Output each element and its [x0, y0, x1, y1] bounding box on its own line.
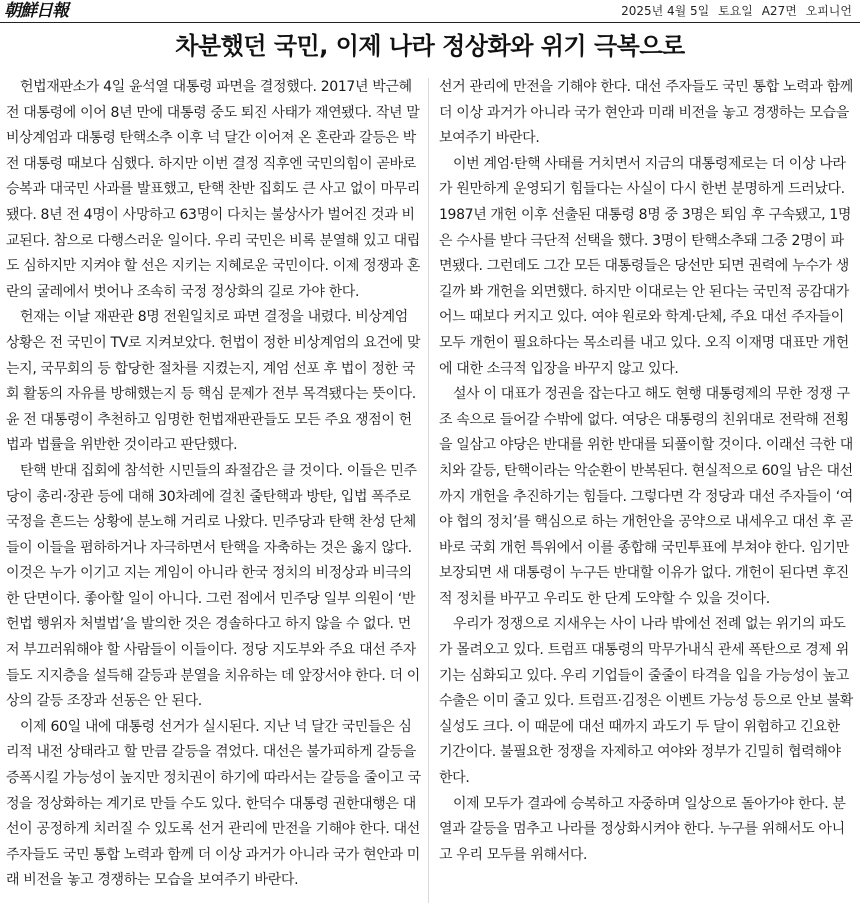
issue-weekday: 토요일: [718, 4, 753, 18]
article-column-left: [6, 75, 421, 889]
newspaper-logo: 朝鮮日報: [4, 1, 68, 21]
article-paragraph: 설사 이 대표가 정권을 잡는다고 해도 현행 대통령제의 무한 정쟁 구조 속으로 들어갈 수밖에 없다. 여당은 대통령의 친위대로 전락해 전횡을 일삼고 야당은 반대를 위한 반대를 되풀이할 것이다. 이래선 극한 대치와 갈등, 탄핵이라는 악순환이 반복된다. 현실적으로 60일 남은 대선까지 개헌을 추진하기는 힘들다. 그렇다면 각 정당과 대선 주자들이 ‘여야 협의 정치’를 핵심으로 하는 개헌안을 공약으로 내세우고 대선 후 곧바로 국회 개헌 특위에서 이를 종합해 국민투표에 부쳐야 한다. 임기만 보장되면 새 대통령이 누구든 반대할 이유가 없다. 개헌이 된다면 후진적 정치를 바꾸고 우리도 한 단계 도약할 수 있을 것이다.: [439, 386, 853, 607]
dateline: [616, 0, 852, 22]
masthead: [0, 0, 860, 23]
page-number: A27면: [761, 4, 797, 18]
article-paragraph: 헌재는 이날 재판관 8명 전원일치로 파면 결정을 내렸다. 비상계엄 상황은 전 국민이 TV로 지켜보았다. 헌법이 정한 비상계엄의 요건에 맞는지, 국무회의 등 합당한 절차를 지켰는지, 계엄 선포 후 법이 정한 국회 활동의 자유를 방해했는지 등 핵심 문제가 전부 목격됐다는 뜻이다. 윤 전 대통령이 추천하고 임명한 헌법재판관들도 모든 주요 쟁점이 헌법과 법률을 위반한 것이라고 판단했다.: [6, 309, 421, 454]
article-paragraph: 이제 60일 내에 대통령 선거가 실시된다. 지난 넉 달간 국민들은 심리적 내전 상태라고 할 만큼 갈등을 겪었다. 대선은 불가피하게 갈등을 증폭시킬 가능성이 높지만 정치권이 하기에 따라서는 갈등을 줄이고 국정을 정상화하는 계기로 만들 수도 있다. 한덕수 대통령 권한대행은 대선이 공정하게 치러질 수 있도록 선거 관리에 만전을 기해야 한다. 대선 주자들도 국민 통합 노력과 함께 더 이상 과거가 아니라 국가 현안과 미래 비전을 놓고 경쟁하는 모습을 보여주기 바란다.: [6, 718, 421, 889]
article-paragraph-continued: 선거 관리에 만전을 기해야 한다. 대선 주자들도 국민 통합 노력과 함께 더 이상 과거가 아니라 국가 현안과 미래 비전을 놓고 경쟁하는 모습을 보여주기 바란다.: [439, 79, 853, 147]
article-paragraph: 탄핵 반대 집회에 참석한 시민들의 좌절감은 클 것이다. 이들은 민주당이 총리·장관 등에 대해 30차례에 걸친 줄탄핵과 방탄, 입법 폭주로 국정을 흔드는 상황에 분노해 거리로 나왔다. 민주당과 탄핵 찬성 단체들이 이들을 폄하하거나 자극하면서 탄핵을 자축하는 것은 옳지 않다. 이것은 누가 이기고 지는 게임이 아니라 한국 정치의 비정상과 비극의 한 단면이다. 좋아할 일이 아니다. 그런 점에서 민주당 일부 의원이 ‘반헌법 행위자 처벌법’을 발의한 것은 경솔하다고 하지 않을 수 없다. 먼저 부끄러워해야 할 사람들이 이들이다. 정당 지도부와 주요 대선 주자들도 지지층을 설득해 갈등과 분열을 치유하는 데 앞장서야 한다. 더 이상의 갈등 조장과 선동은 안 된다.: [6, 462, 420, 710]
article-body: [0, 75, 860, 905]
issue-date: 2025년 4월 5일: [621, 4, 710, 18]
article-paragraph: 이제 모두가 결과에 승복하고 자중하며 일상으로 돌아가야 한다. 분열과 갈등을 멈추고 나라를 정상화시켜야 한다. 누구를 위해서도 아니고 우리 모두를 위해서다.: [439, 795, 846, 863]
article-headline: 차분했던 국민, 이제 나라 정상화와 위기 극복으로: [175, 32, 685, 60]
article-paragraph: 이번 계엄·탄핵 사태를 거치면서 지금의 대통령제로는 더 이상 나라가 원만하게 운영되기 힘들다는 사실이 다시 한번 분명하게 드러났다. 1987년 개헌 이후 선출된 대통령 8명 중 3명은 퇴임 후 구속됐고, 1명은 수사를 받다 극단적 선택을 했다. 3명이 탄핵소추돼 그중 2명이 파면됐다. 그런데도 그간 모든 대통령들은 당선만 되면 권력에 누수가 생길까 봐 개헌을 외면했다. 하지만 이대로는 안 된다는 국민적 공감대가 어느 때보다 커지고 있다. 여야 원로와 학계·단체, 주요 대선 주자들이 모두 개헌이 필요하다는 목소리를 내고 있다. 오직 이재명 대표만 개헌에 대한 소극적 입장을 바꾸지 않고 있다.: [439, 155, 852, 377]
section-name: 오피니언: [805, 4, 852, 18]
article-paragraph: 우리가 정쟁으로 지새우는 사이 나라 밖에선 전례 없는 위기의 파도가 몰려오고 있다. 트럼프 대통령의 막무가내식 관세 폭탄으로 경제 위기는 심화되고 있다. 우리 기업들이 줄줄이 타격을 입을 가능성이 높고 수출은 이미 줄고 있다. 트럼프·김정은 이벤트 가능성 등으로 안보 불확실성도 크다. 이 때문에 대선 때까지 과도기 두 달이 위험하고 긴요한 기간이다. 불필요한 정쟁을 자제하고 여야와 정부가 긴밀히 협력해야 한다.: [439, 616, 853, 787]
article-column-right: [439, 75, 854, 868]
article-paragraph: 헌법재판소가 4일 윤석열 대통령 파면을 결정했다. 2017년 박근혜 전 대통령에 이어 8년 만에 대통령 중도 퇴진 사태가 재연됐다. 작년 말 비상계엄과 대통령 탄핵소추 이후 넉 달간 이어져 온 혼란과 갈등은 박 전 대통령 때보다 심했다. 하지만 이번 결정 직후엔 국민의힘이 곧바로 승복과 대국민 사과를 발표했고, 탄핵 찬반 집회도 큰 사고 없이 마무리됐다. 8년 전 4명이 사망하고 63명이 다치는 불상사가 벌어진 것과 비교된다. 참으로 다행스러운 일이다. 우리 국민은 비록 분열해 있고 대립도 심하지만 지켜야 할 선은 지키는 지혜로운 국민이다. 이제 정쟁과 혼란의 굴레에서 벗어나 조속히 국정 정상화의 길로 가야 한다.: [6, 79, 420, 300]
